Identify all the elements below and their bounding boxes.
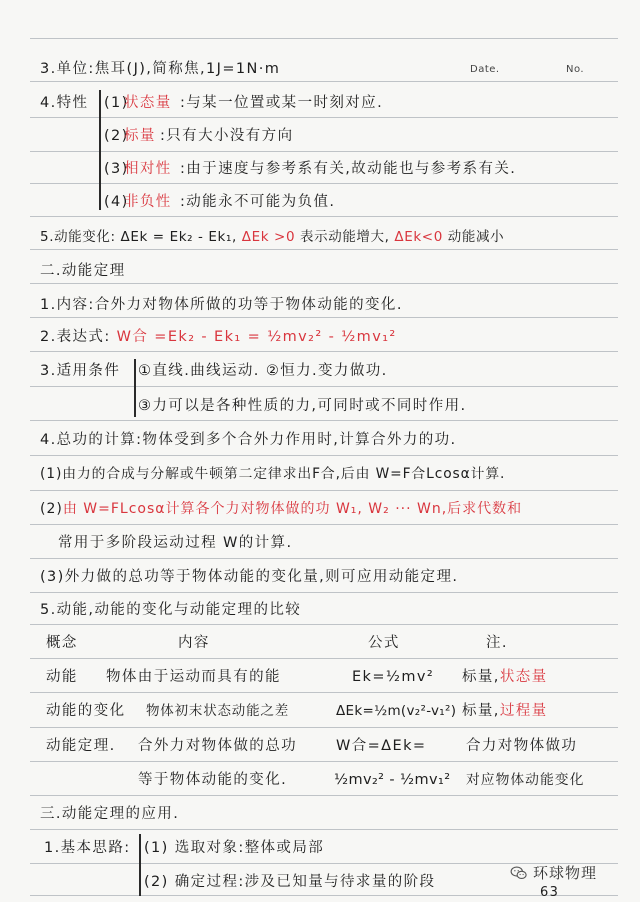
table-header: 公式 xyxy=(368,635,400,651)
item-number: (1) xyxy=(104,95,129,111)
item-number: (2) xyxy=(104,128,129,144)
condition-text: ③力可以是各种性质的力,可同时或不同时作用. xyxy=(138,398,467,414)
ruled-line xyxy=(30,351,618,352)
table-cell: 动能的变化 xyxy=(46,703,126,719)
ruled-line xyxy=(30,895,618,896)
item-text: :由于速度与参考系有关,故动能也与参考系有关. xyxy=(180,161,517,177)
wechat-icon xyxy=(510,864,528,882)
energy-change-line: 5.动能变化: ΔEk = Ek₂ - Ek₁, ΔEk >0 表示动能增大, ΔEk<0 动能减小 xyxy=(40,229,505,245)
ruled-line xyxy=(30,592,618,593)
no-label: No. xyxy=(566,64,585,75)
theorem-content: 1.内容:合外力对物体所做的功等于物体动能的变化. xyxy=(40,297,403,313)
table-cell: 等于物体动能的变化. xyxy=(138,772,288,788)
ruled-line xyxy=(30,117,618,118)
page-number: 63 xyxy=(540,885,560,900)
approach-heading: 1.基本思路: xyxy=(44,840,131,856)
unit-line: 3.单位:焦耳(J),简称焦,1J=1N·m xyxy=(40,61,281,77)
keyword-state: 状态量 xyxy=(124,95,172,111)
section-heading: 二.动能定理 xyxy=(40,263,126,279)
ruled-line xyxy=(30,795,618,796)
table-cell: 对应物体动能变化 xyxy=(466,772,585,788)
item-text: :动能永不可能为负值. xyxy=(180,194,336,210)
ruled-line xyxy=(30,386,618,387)
ruled-line xyxy=(30,455,618,456)
ruled-line xyxy=(30,524,618,525)
ruled-line xyxy=(30,761,618,762)
ruled-line xyxy=(30,38,618,39)
date-label: Date. xyxy=(470,64,500,75)
expression-line: 2.表达式: W合 =Ek₂ - Ek₁ = ½mv₂² - ½mv₁² xyxy=(40,329,397,345)
method-2: (2)由 W=FLcosα计算各个力对物体做的功 W₁, W₂ ··· Wn,后求代数和 xyxy=(40,501,523,517)
item-text: :与某一位置或某一时刻对应. xyxy=(180,95,384,111)
table-cell: 物体由于运动而具有的能 xyxy=(106,669,281,685)
ruled-line xyxy=(30,490,618,491)
table-cell: 物体初末状态动能之差 xyxy=(146,703,289,719)
condition-text: ①直线.曲线运动. ②恒力.变力做功. xyxy=(138,363,388,379)
item-number: (3) xyxy=(104,161,129,177)
table-cell: 动能定理. xyxy=(46,738,116,754)
section-heading: 三.动能定理的应用. xyxy=(40,806,180,822)
ruled-line xyxy=(30,317,618,318)
watermark-text: 环球物理 xyxy=(533,864,598,882)
ruled-line xyxy=(30,624,618,625)
ruled-line xyxy=(30,249,618,250)
keyword-relative: 相对性 xyxy=(124,161,172,177)
ruled-line xyxy=(30,558,618,559)
table-cell: 标量,过程量 xyxy=(462,703,548,719)
table-cell: ½mv₂² - ½mv₁² xyxy=(334,772,451,788)
method-1: (1)由力的合成与分解或牛顿第二定律求出F合,后由 W=F合Lcosα计算. xyxy=(40,466,506,482)
table-cell: Ek=½mv² xyxy=(352,669,435,685)
table-cell: 合力对物体做功 xyxy=(466,738,578,754)
approach-step: (1) 选取对象:整体或局部 xyxy=(144,840,325,856)
table-cell: 合外力对物体做的总功 xyxy=(138,738,297,754)
ruled-line xyxy=(30,216,618,217)
table-header: 注. xyxy=(486,635,508,651)
table-cell: 动能 xyxy=(46,669,78,685)
table-cell: ΔEk=½m(v₂²-v₁²) xyxy=(336,703,457,719)
property-heading: 4.特性 xyxy=(40,95,89,111)
method-3: (3)外力做的总功等于物体动能的变化量,则可应用动能定理. xyxy=(40,569,459,585)
keyword-nonnegative: 非负性 xyxy=(124,194,172,210)
ruled-line xyxy=(30,420,618,421)
table-cell: 标量,状态量 xyxy=(462,669,548,685)
ruled-line xyxy=(30,829,618,830)
total-work-heading: 4.总功的计算:物体受到多个合外力作用时,计算合外力的功. xyxy=(40,432,457,448)
item-text: :只有大小没有方向 xyxy=(160,128,294,144)
item-number: (4) xyxy=(104,194,129,210)
table-header: 内容 xyxy=(178,635,210,651)
ruled-line xyxy=(30,283,618,284)
approach-step: (2) 确定过程:涉及已知量与待求量的阶段 xyxy=(144,874,436,890)
ruled-line xyxy=(30,727,618,728)
ruled-line xyxy=(30,658,618,659)
table-cell: W合=ΔEk= xyxy=(336,738,427,754)
keyword-scalar: 标量 xyxy=(124,128,156,144)
ruled-line xyxy=(30,151,618,152)
ruled-line xyxy=(30,81,618,82)
condition-heading: 3.适用条件 xyxy=(40,363,121,379)
ruled-line xyxy=(30,692,618,693)
bracket-line xyxy=(134,359,136,417)
method-2-note: 常用于多阶段运动过程 W的计算. xyxy=(58,535,293,551)
bracket-line xyxy=(139,834,141,896)
ruled-line xyxy=(30,183,618,184)
bracket-line xyxy=(99,90,101,210)
comparison-heading: 5.动能,动能的变化与动能定理的比较 xyxy=(40,602,302,618)
table-header: 概念 xyxy=(46,635,78,651)
watermark xyxy=(510,862,597,883)
